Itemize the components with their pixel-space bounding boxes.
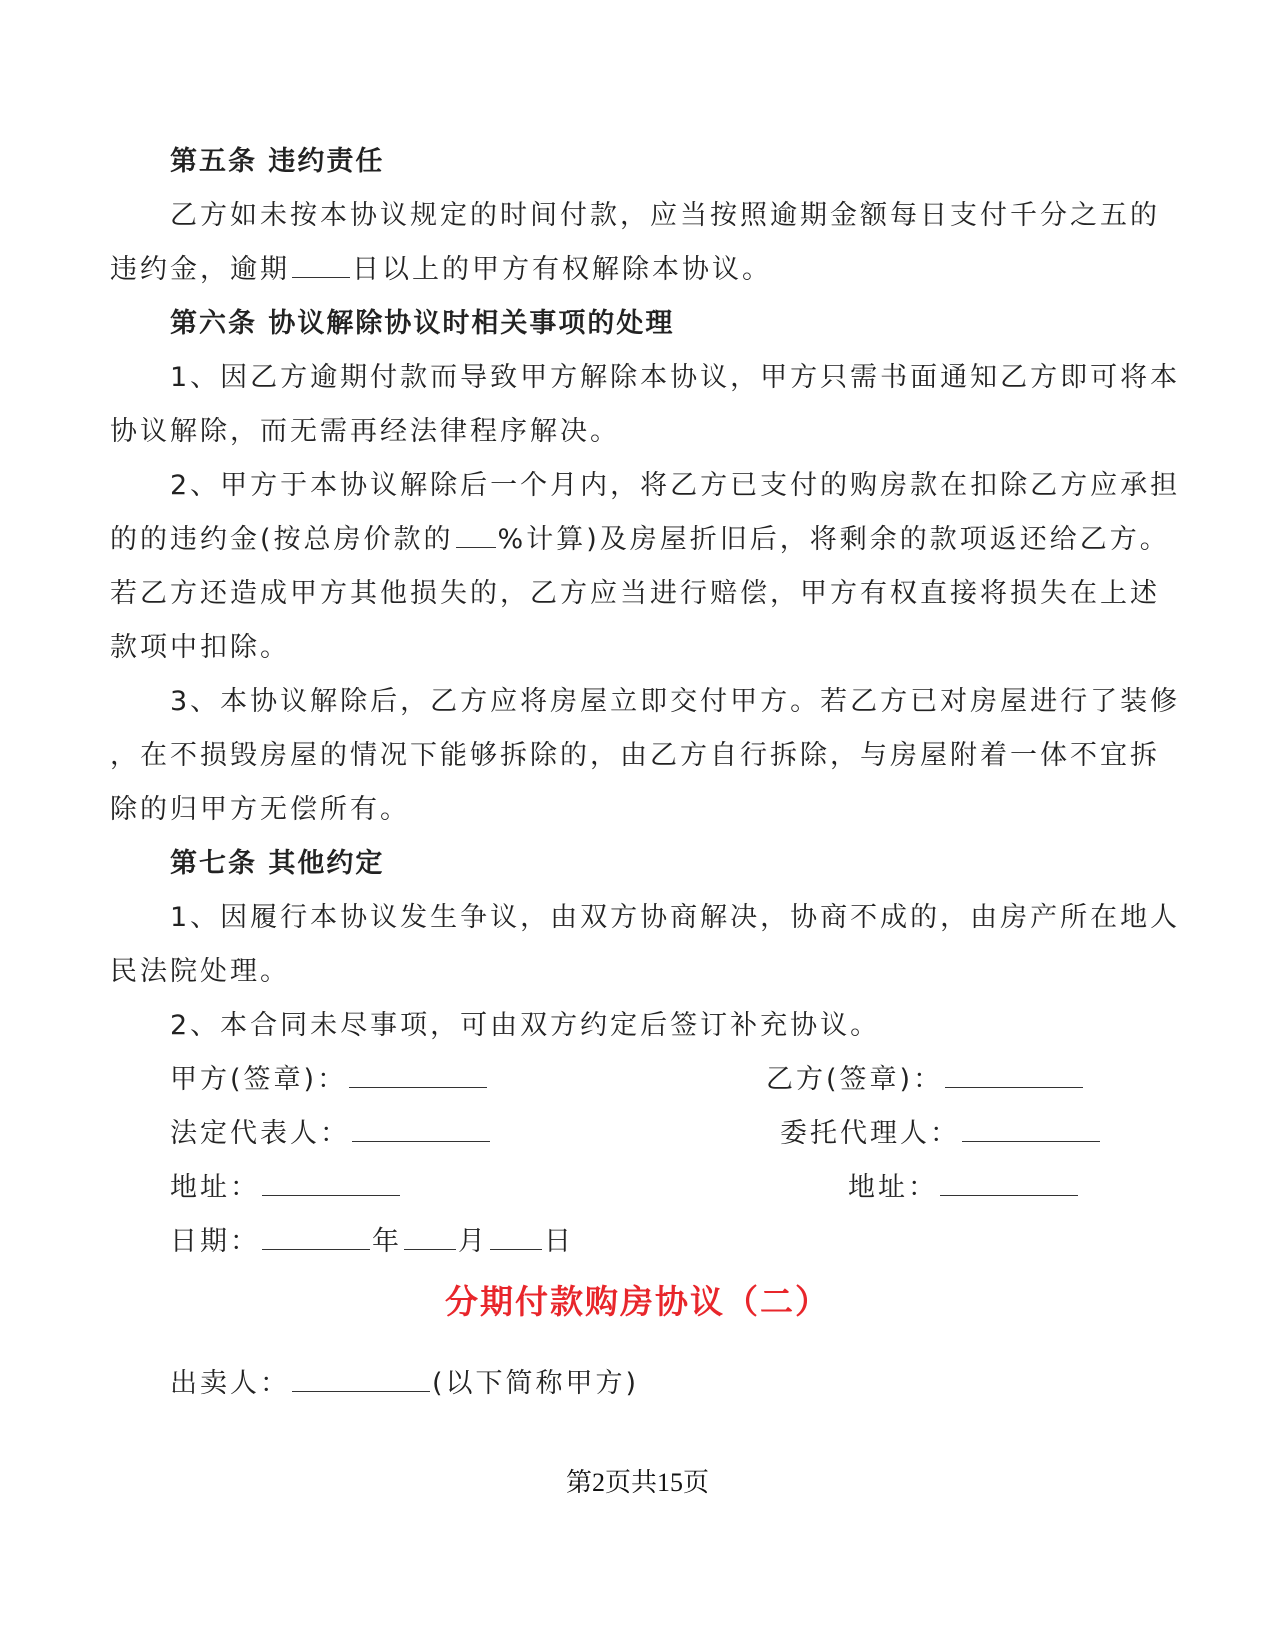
article6-item2-line2-b: %计算)及房屋折旧后，将剩余的款项返还给乙方。 [497, 524, 1170, 555]
seller-suffix: (以下简称甲方) [432, 1368, 640, 1399]
article7-item2-line1: 2、本合同未尽事项，可由双方约定后签订补充协议。 [170, 1010, 881, 1041]
article6-item1-line1: 1、因乙方逾期付款而导致甲方解除本协议，甲方只需书面通知乙方即可将本 [170, 362, 1181, 393]
legal-rep-blank [352, 1115, 490, 1142]
article5-text-line2-a: 违约金，逾期 [110, 254, 290, 285]
article5-text-line2 [110, 250, 772, 290]
article6-heading: 第六条 协议解除协议时相关事项的处理 [170, 308, 675, 339]
article7-item1-line2: 民法院处理。 [110, 956, 290, 987]
article6-item2-line2-a: 的的违约金(按总房价款的 [110, 524, 454, 555]
agent-label: 委托代理人： [780, 1118, 960, 1149]
date-field [170, 1222, 574, 1262]
section2-title: 分期付款购房协议（二） [445, 1282, 830, 1321]
party-a-blank [349, 1061, 487, 1088]
article5-text-line2-b: 日以上的甲方有权解除本协议。 [352, 254, 772, 285]
percent-blank [456, 521, 496, 548]
address-a-label: 地址： [170, 1172, 260, 1203]
article6-item2-line2 [110, 520, 1170, 560]
day-blank [490, 1223, 542, 1250]
article7-item1-line1: 1、因履行本协议发生争议，由双方协商解决，协商不成的，由房产所在地人 [170, 902, 1181, 933]
article6-item3-line2: ，在不损毁房屋的情况下能够拆除的，由乙方自行拆除，与房屋附着一体不宜拆 [110, 740, 1160, 771]
legal-rep-field [170, 1114, 492, 1154]
seller-blank [292, 1365, 430, 1392]
agent-blank [962, 1115, 1100, 1142]
year-blank [262, 1223, 370, 1250]
article6-item3-line3: 除的归甲方无偿所有。 [110, 794, 410, 825]
legal-rep-label: 法定代表人： [170, 1118, 350, 1149]
article6-item2-line1: 2、甲方于本协议解除后一个月内，将乙方已支付的购房款在扣除乙方应承担 [170, 470, 1181, 501]
article6-item1-line2: 协议解除，而无需再经法律程序解决。 [110, 416, 620, 447]
seller-field [170, 1364, 639, 1404]
article6-item2-line3: 若乙方还造成甲方其他损失的，乙方应当进行赔偿，甲方有权直接将损失在上述 [110, 578, 1160, 609]
address-a-blank [262, 1169, 400, 1196]
party-a-signature [170, 1060, 489, 1100]
party-b-label: 乙方(签章)： [766, 1064, 944, 1095]
party-b-blank [945, 1061, 1083, 1088]
address-b-label: 地址： [848, 1172, 938, 1203]
day-label: 日 [544, 1226, 574, 1257]
month-blank [404, 1223, 456, 1250]
address-b-blank [940, 1169, 1078, 1196]
date-label: 日期： [170, 1226, 260, 1257]
month-label: 月 [458, 1226, 488, 1257]
agent-field [780, 1114, 1102, 1154]
article6-item3-line1: 3、本协议解除后，乙方应将房屋立即交付甲方。若乙方已对房屋进行了装修 [170, 686, 1181, 717]
article6-item2-line4: 款项中扣除。 [110, 632, 290, 663]
party-b-signature [766, 1060, 1085, 1100]
article7-heading: 第七条 其他约定 [170, 848, 385, 879]
year-label: 年 [372, 1226, 402, 1257]
page-footer: 第2页共15页 [565, 1468, 709, 1497]
seller-label: 出卖人： [170, 1368, 290, 1399]
address-a-field [170, 1168, 402, 1208]
article5-heading: 第五条 违约责任 [170, 146, 385, 177]
article5-text-line1: 乙方如未按本协议规定的时间付款，应当按照逾期金额每日支付千分之五的 [170, 200, 1160, 231]
party-a-label: 甲方(签章)： [170, 1064, 348, 1095]
overdue-days-blank [292, 251, 350, 278]
address-b-field [848, 1168, 1080, 1208]
